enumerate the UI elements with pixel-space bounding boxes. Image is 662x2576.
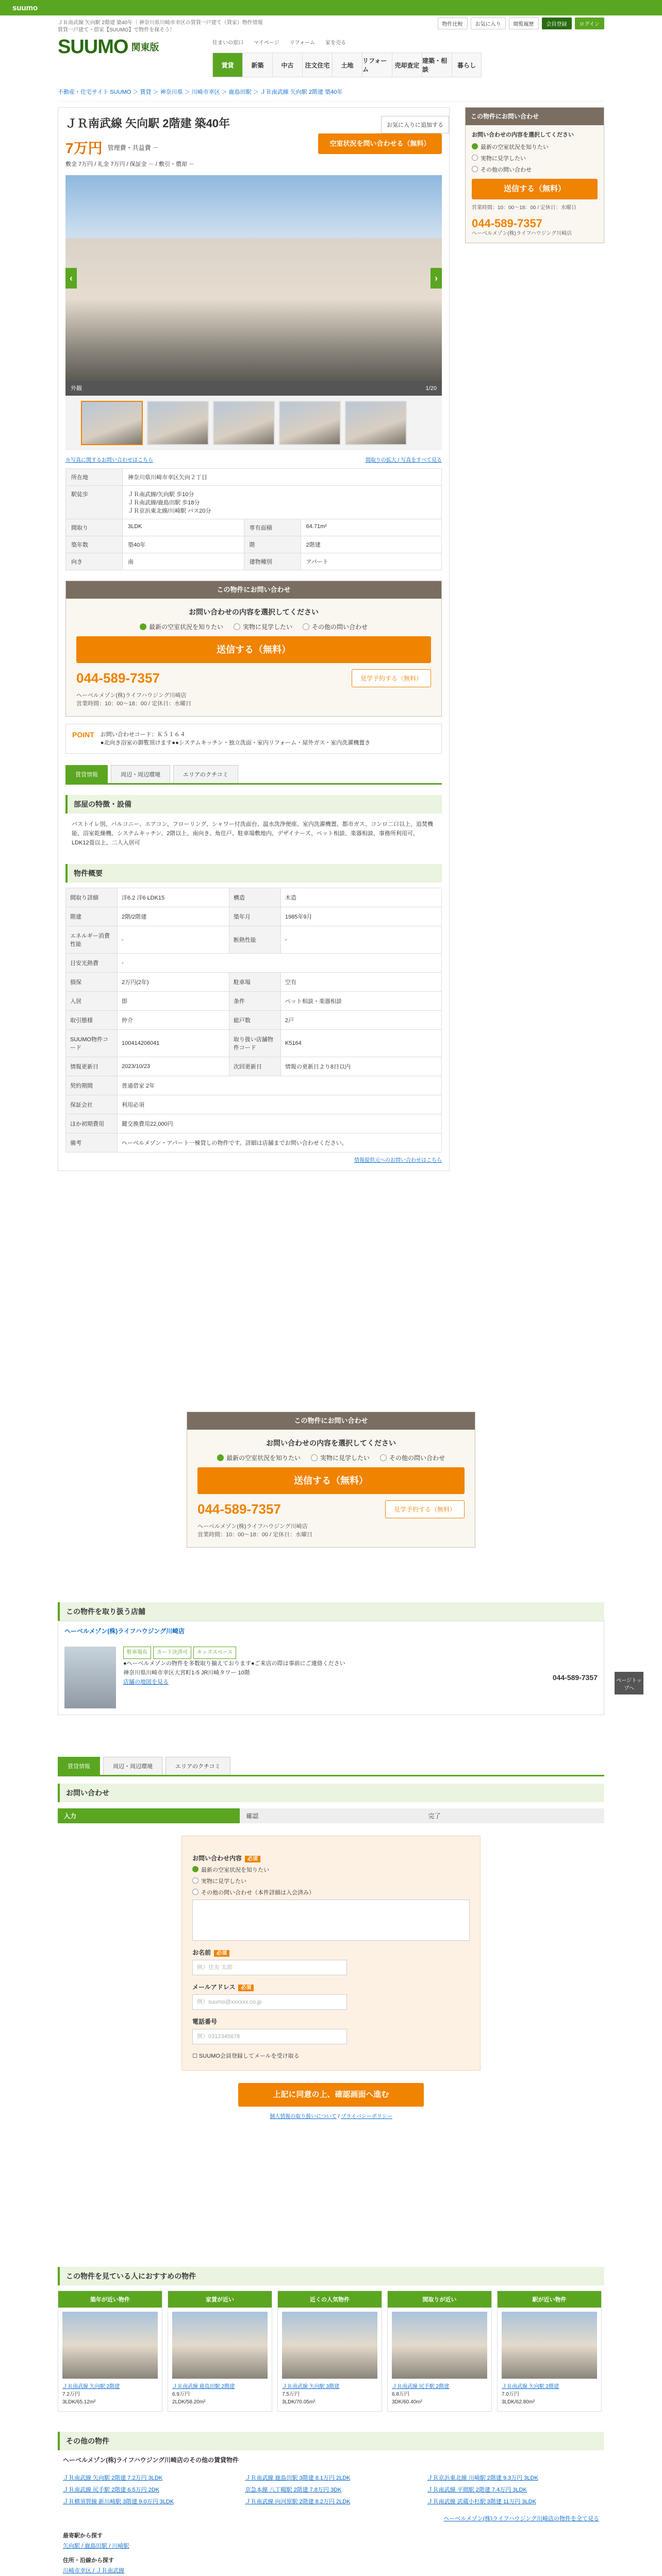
- overview-value: 即: [118, 992, 229, 1011]
- photo-caption: 外観 1/20: [65, 381, 442, 396]
- card-info: 3DK/60.40m²: [392, 2399, 422, 2405]
- nav-tab[interactable]: 建築・相談: [422, 53, 452, 77]
- bottom-radio[interactable]: 実物に見学したい: [311, 1453, 370, 1462]
- other-item: [427, 2498, 599, 2506]
- add-favorite-button[interactable]: お気に入りに追加する: [381, 116, 449, 133]
- other-item: [245, 2475, 417, 2482]
- shop-name[interactable]: ヘーベルメゾン(株)ライフハウジング川崎店: [64, 1628, 185, 1635]
- card-photo: [282, 2312, 377, 2379]
- header: [58, 15, 604, 82]
- overview-value: 1985年9月: [280, 907, 441, 926]
- card-photo: [172, 2312, 268, 2379]
- other-item: [63, 2475, 235, 2482]
- overview-section: 物件概要 間取り詳細 洋6.2 洋6 LDK15 構造 木造 階建 2階/2階建 築年月 1985年9月 エネルギー消費性能 - 断熱性能 - 目安光熱費 - 損保 2万円(2年) 駐車場 空有 入居 即 条件 ペット相談・楽器相談 取引態様 仲介 総戸数 2戸 SUUMO物件コード 100414206041 取り扱い店舗物件コード K5164 情報更新日 2023/10/23 次回更新日 情報の更新日より8日以内 契約期間 普通借家 2年 保証会社 利用必須 ほか初期費用 鍵交換費用22,000円 備考 ヘーベルメゾン・アパート一棟貸しの物件です。詳細は店舗までお問い合わせください。 情報提供元へのお問い合わせはこちら: [65, 864, 442, 1163]
- compare-link[interactable]: 物件比較: [438, 18, 468, 29]
- property-title: ＪＲ南武線 矢向駅 2階建 築40年: [65, 117, 230, 130]
- overview-key: 条件: [229, 992, 280, 1011]
- overview-value: 情報の更新日より8日以内: [280, 1057, 441, 1076]
- other-item: [245, 2498, 417, 2506]
- overview-value: 洋6.2 洋6 LDK15: [118, 888, 229, 907]
- sidebar-radio[interactable]: 実物に見学したい: [472, 154, 598, 162]
- card-text: [168, 2383, 272, 2411]
- nav-tab-rent[interactable]: 賃貸: [212, 53, 242, 77]
- overview-value: 2戸: [280, 1011, 441, 1030]
- photo-notes: [65, 455, 442, 463]
- point-box: POINT お問い合わせコード：Ｋ５１６４ ●北向き浴室の御覧頂けます●●システムキッチン・独立洗面・室内リフォーム・屋外ガス・室内洗濯機置き: [65, 724, 442, 754]
- shop-photo: [64, 1647, 116, 1708]
- inquiry-radio[interactable]: 実物に見学したい: [234, 622, 292, 631]
- view-all-photos-link[interactable]: 間取りの拡大 / 写真をすべて見る: [365, 457, 442, 463]
- bottom-inquiry: この物件にお問い合わせ お問い合わせの内容を選択してください 最新の空室状況を知りたい 実物に見学したい その他の問い合わせ 送信する（無料） 044-589-7357 見学予約する（無料） ヘーベルメゾン(株)ライフハウジング川崎店 営業時間：10：00〜18：00 / 定休日：水曜日: [58, 1412, 604, 1548]
- email-input[interactable]: 例）suumo@xxxxxx.co.jp: [192, 1994, 347, 2010]
- bottom-radio[interactable]: その他の問い合わせ: [380, 1453, 445, 1462]
- overview-value: -: [118, 926, 229, 954]
- overview-row: [66, 888, 442, 907]
- bottom-phone[interactable]: 044-589-7357: [197, 1501, 281, 1517]
- privacy-link[interactable]: 個人情報の取り扱いについて: [270, 2114, 337, 2120]
- phone-number[interactable]: 044-589-7357: [76, 670, 160, 686]
- overview-value: 利用必須: [118, 1095, 442, 1114]
- overview-row: [66, 1030, 442, 1057]
- inquire-vacancy-button[interactable]: 空室状況を問い合わせる（無料）: [318, 133, 442, 154]
- card-title[interactable]: ＪＲ南武線 矢向駅 2階建: [62, 2384, 120, 2389]
- sidebar-radio[interactable]: 最新の空室状況を知りたい: [472, 143, 598, 151]
- history-link[interactable]: 閲覧履歴: [509, 18, 539, 29]
- overview-key: 入居: [66, 992, 118, 1011]
- overview-row: [66, 1095, 442, 1114]
- card-info: 3LDK/65.12m²: [62, 2399, 96, 2405]
- quick-links: [212, 38, 346, 46]
- tab-reviews[interactable]: エリアのクチコミ: [173, 765, 238, 783]
- register-checkbox[interactable]: ☐ SUUMO会員登録してメールを受け取る: [192, 2053, 300, 2059]
- bottom-radio[interactable]: 最新の空室状況を知りたい: [217, 1453, 301, 1462]
- overview-key: 構造: [229, 888, 280, 907]
- favorites-link[interactable]: お気に入り: [471, 18, 506, 29]
- overview-value: -: [118, 954, 442, 973]
- form-box: お問い合わせ内容 必須 最新の空室状況を知りたい 実物に見学したい その他の問い合わせ（本件詳細は入会済み） お名前 必須 例）住友 太郎 メールアドレス 必須 例）suumo@xxxxxx.co.jp 電話番号 例）0312345678 ☐ SUUMO会員登録してメールを受け取る: [181, 1836, 481, 2071]
- shop-phone[interactable]: 044-589-7357: [552, 1673, 598, 1682]
- sidebar-radio[interactable]: その他の問い合わせ: [472, 165, 598, 174]
- source-inquiry-link[interactable]: 情報提供元へのお問い合わせはこちら: [354, 1158, 442, 1163]
- overview-row: [66, 1076, 442, 1095]
- policy-link[interactable]: プライバシーポリシー: [341, 2114, 392, 2120]
- recommend-card[interactable]: [58, 2291, 162, 2412]
- message-textarea[interactable]: [192, 1900, 470, 1941]
- thumbnail[interactable]: [147, 401, 209, 445]
- nav-tab[interactable]: 暮らし: [452, 53, 482, 77]
- other-item: [63, 2498, 235, 2506]
- thumbnail-strip: [65, 396, 442, 450]
- overview-value: -: [280, 926, 441, 954]
- other-link[interactable]: ＪＲ南武線 平間駅 2階建 7.4万円 3LDK: [427, 2487, 527, 2493]
- other-item: [427, 2475, 599, 2482]
- overview-value: 2階/2階建: [118, 907, 229, 926]
- card-info: 3LDK/62.80m²: [502, 2399, 535, 2405]
- quick-link[interactable]: マイページ: [254, 40, 279, 46]
- form-radio[interactable]: 最新の空室状況を知りたい: [192, 1866, 470, 1874]
- other-link[interactable]: ＪＲ京浜東北線 川崎駅 2階建 9.3万円 3LDK: [427, 2475, 538, 2481]
- other-link[interactable]: ＪＲ南武線 鹿島田駅 3階建 8.1万円 2LDK: [245, 2475, 351, 2481]
- card-price: 6.9万円: [172, 2392, 190, 2397]
- register-button[interactable]: 会員登録: [542, 18, 572, 29]
- card-price: 7.2万円: [62, 2392, 80, 2397]
- photo-next-button[interactable]: ›: [431, 268, 442, 289]
- overview-value: ヘーベルメゾン・アパート一棟貸しの物件です。詳細は店舗までお問い合わせください。: [118, 1133, 442, 1153]
- deposit-info: 敷金 7万円 / 礼金 7万円 / 保証金 － / 敷引・償却 －: [65, 161, 194, 167]
- other-link[interactable]: ＪＲ横須賀線 新川崎駅 3階建 9.0万円 3LDK: [63, 2499, 174, 2505]
- bottom-reserve-button[interactable]: 見学予約する（無料）: [385, 1500, 465, 1518]
- card-title[interactable]: ＪＲ南武線 矢向駅 3階建: [282, 2384, 340, 2389]
- thumbnail[interactable]: [345, 401, 407, 445]
- content-wrap: [58, 82, 604, 2574]
- shop-map-link[interactable]: 店舗の地図を見る: [123, 1679, 169, 1685]
- overview-value: 鍵交換費用22,000円: [118, 1114, 442, 1133]
- name-input[interactable]: 例）住友 太郎: [192, 1960, 347, 1975]
- phone-input[interactable]: 例）0312345678: [192, 2029, 347, 2044]
- all-listings-link[interactable]: ヘーベルメゾン(株)ライフハウジング川崎店の物件を全て見る: [443, 2516, 599, 2522]
- form-radio[interactable]: その他の問い合わせ（本件詳細は入会済み）: [192, 1888, 470, 1896]
- overview-row: [66, 1057, 442, 1076]
- suumo-mini-logo[interactable]: suumo: [12, 3, 38, 12]
- sidebar-send-button[interactable]: 送信する（無料）: [472, 179, 598, 199]
- overview-key: 目安光熱費: [66, 954, 118, 973]
- card-title[interactable]: ＪＲ南武線 尻手駅 2階建: [392, 2384, 450, 2389]
- overview-key: 取り扱い店舗物件コード: [229, 1030, 280, 1057]
- main-column: [58, 107, 450, 1171]
- card-info: 3LDK/70.05m²: [282, 2399, 316, 2405]
- form-radio[interactable]: 実物に見学したい: [192, 1877, 470, 1885]
- nav-tab[interactable]: リフォーム: [362, 53, 392, 77]
- content-tabs: [65, 765, 442, 785]
- overview-key: 備考: [66, 1133, 118, 1153]
- recommend-card[interactable]: [497, 2291, 602, 2412]
- overview-value: 2万円(2年): [118, 973, 229, 992]
- card-photo: [392, 2312, 487, 2379]
- card-text: [388, 2383, 491, 2411]
- overview-key: 総戸数: [229, 1011, 280, 1030]
- overview-value: K5164: [280, 1030, 441, 1057]
- overview-table: [65, 888, 442, 1153]
- brand-logo[interactable]: SUUMO 関東版: [58, 36, 159, 58]
- rent-price: 7万円: [65, 140, 103, 156]
- overview-row: [66, 907, 442, 926]
- features-section: 部屋の特徴・設備 バストイレ別、バルコニー、エアコン、フローリング、シャワー付洗面台、温水洗浄便座、室内洗濯機置、都市ガス、コンロ二口以上、追焚機能、浴室乾燥機、システムキッチン、2階以上、南向き、角住戸、駐車場敷地内、デザイナーズ、ペット相談、楽器相談、事務所利用可、LDK12畳以上、二人入居可: [65, 795, 442, 854]
- card-text: [58, 2383, 162, 2411]
- quick-link[interactable]: 家を売る: [325, 40, 346, 46]
- overview-value: 100414206041: [118, 1030, 229, 1057]
- overview-row: [66, 926, 442, 954]
- card-tag: 築年が近い物件: [58, 2291, 162, 2308]
- inquiry-panel: この物件にお問い合わせ お問い合わせの内容を選択してください 最新の空室状況を知りたい 実物に見学したい その他の問い合わせ 送信する（無料） 044-589-7357 見学予約する（無料） ヘーベルメゾン(株)ライフハウジング川崎店 営業時間：10：00〜18：00 / 定休日：水曜日: [65, 581, 442, 717]
- overview-row: [66, 954, 442, 973]
- other-item: [245, 2486, 417, 2494]
- overview-key: 築年月: [229, 907, 280, 926]
- overview-key: 損保: [66, 973, 118, 992]
- thumbnail[interactable]: [213, 401, 275, 445]
- form-steps: 入力 確認 完了: [58, 1808, 604, 1823]
- overview-key: 取引態様: [66, 1011, 118, 1030]
- photo-inquiry-link[interactable]: ※写真に関するお問い合わせはこちら: [65, 457, 153, 463]
- overview-key: 断熱性能: [229, 926, 280, 954]
- card-text: [278, 2383, 382, 2411]
- sidebar-inquiry: この物件にお問い合わせ お問い合わせの内容を選択してください 最新の空室状況を知りたい 実物に見学したい その他の問い合わせ 送信する（無料） 営業時間：10：00〜18：00 / 定休日：水曜日 044-589-7357 ヘーベルメゾン(株)ライフハウジング川崎店: [465, 107, 604, 243]
- overview-key: ほか初期費用: [66, 1114, 118, 1133]
- inquiry-radio[interactable]: 最新の空室状況を知りたい: [140, 622, 223, 631]
- card-tag: 近くの人気物件: [278, 2291, 382, 2308]
- overview-value: 2023/10/23: [118, 1057, 229, 1076]
- other-item: [63, 2486, 235, 2494]
- tab-rent-info[interactable]: 賃貸情報: [65, 765, 108, 783]
- quick-link[interactable]: 住まいの窓口: [212, 40, 243, 46]
- header-links: [438, 18, 605, 29]
- card-photo: [502, 2312, 597, 2379]
- inquiry-form-section: 賃貸情報 周辺・周辺環境 エリアのクチコミ お問い合わせ 入力 確認 完了 お問い合わせ内容 必須 最新の空室状況を知りたい 実物に見学したい その他の問い合わせ（本件詳細は入会済み） お名前 必須 例）住友 太郎 メールアドレス 必須 例）suumo@xxxxxx.co.jp 電話番号 例）0312345678 ☐ SUUMO会員登録してメールを受け取る 上記に同意の上、確認画面へ進む 個人情報の取り扱いについて / プライバシーポリシー: [58, 1757, 604, 2120]
- thumbnail[interactable]: [81, 401, 143, 445]
- overview-value: ペット相談・楽器相談: [280, 992, 441, 1011]
- overview-value: 空有: [280, 973, 441, 992]
- other-link[interactable]: 京急本線 八丁畷駅 2階建 7.8万円 3DK: [245, 2487, 342, 2493]
- header-crumb: ＪＲ南武線 矢向駅 2階建 築40年 ｜神奈川県川崎市幸区の賃貸一戸建て（貸家）物件情報 賃貸一戸建て・借家【SUUMO】で物件を探そう！: [58, 20, 263, 33]
- card-photo: [62, 2312, 158, 2379]
- overview-key: 情報更新日: [66, 1057, 118, 1076]
- card-price: 7.5万円: [282, 2392, 300, 2397]
- other-item: [427, 2486, 599, 2494]
- top-bar: [0, 0, 662, 15]
- overview-key: エネルギー消費性能: [66, 926, 118, 954]
- nav-tab[interactable]: 新築: [242, 53, 272, 77]
- nav-tab[interactable]: 土地: [332, 53, 362, 77]
- overview-value: 仲介: [118, 1011, 229, 1030]
- card-info: 2LDK/58.20m²: [172, 2399, 206, 2405]
- main-photo: [65, 175, 442, 381]
- confirm-button[interactable]: 上記に同意の上、確認画面へ進む: [238, 2083, 424, 2107]
- overview-value: 普通借家 2年: [118, 1076, 442, 1095]
- overview-value: 木造: [280, 888, 441, 907]
- overview-key: SUUMO物件コード: [66, 1030, 118, 1057]
- page-top-button[interactable]: ページトップへ: [615, 1672, 643, 1694]
- thumbnail[interactable]: [279, 401, 341, 445]
- login-button[interactable]: ログイン: [575, 18, 605, 29]
- other-link[interactable]: ＪＲ南武線 尻手駅 2階建 6.5万円 2DK: [63, 2487, 160, 2493]
- card-title[interactable]: ＪＲ南武線 矢向駅 2階建: [502, 2384, 559, 2389]
- nav-tab[interactable]: 売却査定: [392, 53, 422, 77]
- card-title[interactable]: ＪＲ南武線 鹿島田駅 2階建: [172, 2384, 235, 2389]
- other-section: その他の物件 ヘーベルメゾン(株)ライフハウジング川崎店のその他の賃貸物件 ＪＲ南武線 矢向駅 2階建 7.2万円 3LDK ＪＲ南武線 鹿島田駅 3階建 8.1万円 2LDK ＪＲ京浜東北線 川崎駅 2階建 9.3万円 3LDK ＪＲ南武線 尻手駅 2階建 6.5万円 2DK 京急本線 八丁畷駅 2階建 7.8万円 3DK ＪＲ南武線 平間駅 2階建 7.4万円 3LDK ＪＲ横須賀線 新川崎駅 3階建 9.0万円 3LDK ＪＲ南武線 向河原駅 2階建 8.2万円 2LDK ＪＲ南武線 武蔵小杉駅 3階建 11万円 3LDK ヘーベルメゾン(株)ライフハウジング川崎店の物件を全て見る 最寄駅から探す 矢向駅 / 鹿島田駅 / 川崎駅 住所・沿線から探す 川崎市幸区 / ＪＲ南武線: [58, 2432, 604, 2576]
- overview-row: [66, 1133, 442, 1153]
- shop-section: この物件を取り扱う店舗 ヘーベルメゾン(株)ライフハウジング川崎店 駐車場有 カード決済可 キッズスペース ●ヘーベルメゾンの物件を多数取り揃えております●ご来店の際は事前にご連絡ください 神奈川県川崎市幸区大宮町1-5 JR川崎タワー 10階 店舗の地図を見る 044-589-7357: [58, 1602, 604, 1715]
- recommend-card[interactable]: [277, 2291, 382, 2412]
- management-fee: 管理費・共益費 －: [107, 144, 159, 151]
- other-link[interactable]: ＪＲ南武線 向河原駅 2階建 8.2万円 2LDK: [245, 2499, 351, 2505]
- summary-table: 所在地 神奈川県川崎市幸区矢向２丁目 駅徒歩 ＪＲ南武線/矢向駅 歩10分 ＪＲ南武線/鹿島田駅 歩18分 ＪＲ京浜東北線/川崎駅 バス20分 間取り 3LDK 専有面積 64.71m² 築年数 築40年 階 2階建 向き 南 建物種別 アパート: [65, 468, 442, 570]
- card-price: 6.8万円: [392, 2392, 409, 2397]
- card-tag: 間取りが近い: [388, 2291, 491, 2308]
- overview-key: 保証会社: [66, 1095, 118, 1114]
- tab-surroundings[interactable]: 周辺・周辺環境: [111, 765, 170, 783]
- overview-row: [66, 973, 442, 992]
- reserve-viewing-button[interactable]: 見学予約する（無料）: [352, 669, 431, 687]
- nav-tab[interactable]: 注文住宅: [302, 53, 332, 77]
- sidebar-phone[interactable]: 044-589-7357: [472, 217, 543, 230]
- quick-link[interactable]: リフォーム: [289, 40, 316, 46]
- overview-row: [66, 1011, 442, 1030]
- card-text: [498, 2383, 601, 2411]
- recommend-card[interactable]: [168, 2291, 272, 2412]
- overview-key: 次回更新日: [229, 1057, 280, 1076]
- breadcrumb[interactable]: 不動産・住宅サイト SUUMO ＞ 賃貸 ＞ 神奈川県 ＞ 川崎市幸区 ＞ 鹿島田駅 ＞ ＪＲ南武線 矢向駅 2階建 築40年: [58, 82, 604, 101]
- overview-row: [66, 992, 442, 1011]
- card-tag: 駅が近い物件: [498, 2291, 601, 2308]
- recommend-card[interactable]: [387, 2291, 492, 2412]
- photo-prev-button[interactable]: ‹: [65, 268, 77, 289]
- main-nav: [212, 53, 482, 77]
- recommend-section: この物件を見ている人におすすめの物件 築年が近い物件 ＪＲ南武線 矢向駅 2階建 7.2万円 3LDK/65.12m² 家賃が近い ＪＲ南武線 鹿島田駅 2階建 6.9万円 2LDK/58.20m² 近くの人気物件 ＪＲ南武線 矢向駅 3階建 7.5万円 3LDK/70.05m² 間取りが近い ＪＲ南武線 尻手駅 2階建 6.8万円 3DK/60.40m² 駅が近い物件 ＪＲ南武線 矢向駅 2階建 7.0万円 3LDK/62.80m²: [58, 2267, 604, 2412]
- overview-key: 駐車場: [229, 973, 280, 992]
- other-link[interactable]: ＪＲ南武線 武蔵小杉駅 3階建 11万円 3LDK: [427, 2499, 536, 2505]
- other-link[interactable]: ＪＲ南武線 矢向駅 2階建 7.2万円 3LDK: [63, 2475, 163, 2481]
- overview-key: 階建: [66, 907, 118, 926]
- card-tag: 家賃が近い: [168, 2291, 272, 2308]
- bottom-send-button[interactable]: 送信する（無料）: [197, 1467, 465, 1494]
- property-header: [58, 107, 450, 1171]
- inquiry-radio[interactable]: その他の問い合わせ: [303, 622, 368, 631]
- overview-key: 間取り詳細: [66, 888, 118, 907]
- overview-row: [66, 1114, 442, 1133]
- nav-tab[interactable]: 中古: [272, 53, 302, 77]
- sidebar: [465, 107, 604, 243]
- card-price: 7.0万円: [502, 2392, 519, 2397]
- overview-key: 契約期間: [66, 1076, 118, 1095]
- send-inquiry-button[interactable]: 送信する（無料）: [76, 636, 431, 663]
